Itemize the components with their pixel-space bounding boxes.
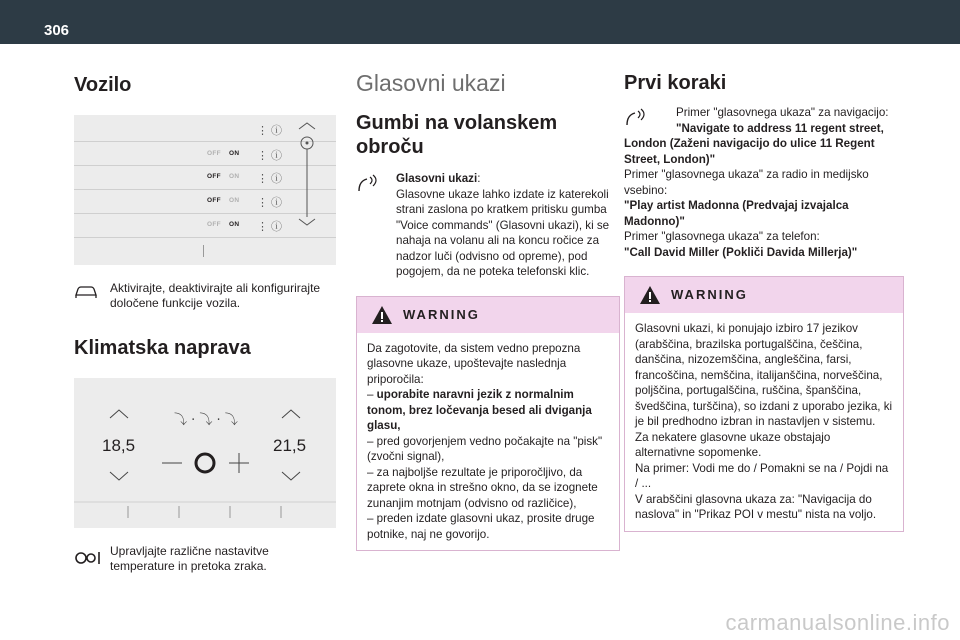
vehicle-screen-illustration (74, 115, 336, 265)
warning-header (625, 277, 903, 313)
intro-block (356, 171, 620, 280)
climate-desc-block (74, 544, 336, 580)
voice-command-icon (624, 108, 650, 126)
title-voice-commands: Glasovni ukazi (356, 70, 506, 96)
warning-bullet: – preden izdate glasovni ukaz, prosite druge potnike, naj ne govorijo. (367, 512, 595, 541)
column-voice-commands (356, 44, 620, 551)
more-icon: ⋮ ⓘ (257, 221, 283, 233)
warning-title: WARNING (671, 287, 748, 302)
svg-text:⤵ · ⤵ · ⤵: ⤵ · ⤵ · ⤵ (174, 413, 238, 428)
panel-footer (74, 237, 336, 238)
switch-row: OFF ON ⋮ ⓘ (74, 165, 336, 166)
warning-icon (371, 305, 393, 325)
vehicle-desc-block (74, 281, 336, 317)
switch-row: OFF ON ⋮ ⓘ (74, 189, 336, 190)
warning-bullet: – uporabite naravni jezik z normalnim tonom, brez ločevanja besed ali dviganja glasu, (367, 388, 592, 432)
more-icon: ⋮ ⓘ (257, 150, 283, 162)
car-icon (74, 284, 98, 300)
heading-first-steps: Prvi koraki (624, 72, 727, 94)
warning-paragraph: Da zagotovite, da sistem vedno prepozna glasovne ukaze, upoštevajte naslednja priporočila: (367, 341, 581, 386)
subheading-steering-buttons: Gumbi na volanskem obroču (356, 112, 558, 158)
example-nav-label: Primer "glasovnega ukaza" za navigacijo: (676, 106, 889, 119)
temp-right: 21,5 (273, 436, 307, 455)
switch-row: OFF ON ⋮ ⓘ (74, 213, 336, 214)
header-bar (0, 0, 960, 44)
divider (203, 245, 204, 257)
watermark: carmanualsonline.info (725, 610, 950, 635)
intro-text: : Glasovne ukaze lahko izdate iz katerekoli strani zaslona po kratkem pritisku gumba "Voice commands" (Glasovni ukazi), ki se nahaja na volanu ali na koncu ročice za nadzor luči (odvisno od opreme), pod pogojem, da ne poteka telefonski klic. (396, 172, 610, 278)
temp-left: 18,5 (102, 436, 136, 455)
voice-command-icon (356, 174, 382, 192)
intro-text-wrap (356, 171, 620, 280)
more-icon: ⋮ ⓘ (257, 197, 283, 209)
climate-screen-illustration (74, 378, 336, 528)
example-nav-command: "Navigate to address 11 regent street, London (Zaženi navigacijo do ulice 11 Regent Street, London)" (624, 121, 884, 166)
climate-icon (74, 550, 102, 566)
intro-bold: Glasovni ukazi (396, 172, 478, 185)
warning-box (624, 276, 904, 532)
scroll-chevrons-icon (296, 121, 318, 231)
example-radio-label: Primer "glasovnega ukaza" za radio in medijsko vsebino: (624, 168, 869, 197)
warning-header (357, 297, 619, 333)
warning-bullet: – za najboljše rezultate je priporočljivo, da zaprete okna in strešno okno, da se izognete zunanjim motnjam (odvisno od različice), (367, 465, 598, 510)
example-phone-command: "Call David Miller (Pokliči Davida Millerja)" (624, 245, 858, 259)
column-first-steps (624, 44, 904, 532)
warning-icon (639, 285, 661, 305)
warning-body (357, 333, 619, 551)
example-radio-command: "Play artist Madonna (Predvajaj izvajalca Madonno)" (624, 199, 849, 228)
page-number: 306 (44, 22, 70, 39)
example-phone-label: Primer "glasovnega ukaza" za telefon: (624, 230, 820, 243)
warning-box (356, 296, 620, 552)
warning-bullet: – pred govorjenjem vedno počakajte na "pisk" (zvočni signal), (367, 434, 603, 463)
more-icon: ⋮ ⓘ (257, 125, 283, 137)
vehicle-description: Aktivirajte, deaktivirajte ali konfigurirajte določene funkcije vozila. (110, 281, 321, 310)
warning-title: WARNING (403, 306, 480, 322)
examples-block (624, 105, 904, 260)
more-icon: ⋮ ⓘ (257, 173, 283, 185)
warning-body: Glasovni ukazi, ki ponujajo izbiro 17 jezikov (arabščina, brazilska portugalščina, češčina, danščina, nizozemščina, angleščina, farsi, francoščina, nemščina, italijanščina, norveščina, poljščina, portugalščina, ruščina, španščina, švedščina, turščina), so izdani z uporabo jezika, ki je bil predhodno izbran in nastavljen v sistemu. Za nekatere glasovne ukaze obstajajo alternativne sopomenke. Na primer: Vodi me do / Pomakni se na / Pojdi na / ... V arabščini glasovna ukaza za: "Navigacija do naslova" in "Prikaz POI v mestu" nista na voljo. (635, 322, 893, 521)
heading-climate: Klimatska naprava (74, 337, 251, 359)
switch-row: OFF ON ⋮ ⓘ (74, 141, 336, 142)
heading-vehicle: Vozilo (74, 74, 132, 96)
column-vehicle (74, 44, 336, 580)
climate-description: Upravljajte različne nastavitve temperature in pretoka zraka. (110, 544, 269, 573)
